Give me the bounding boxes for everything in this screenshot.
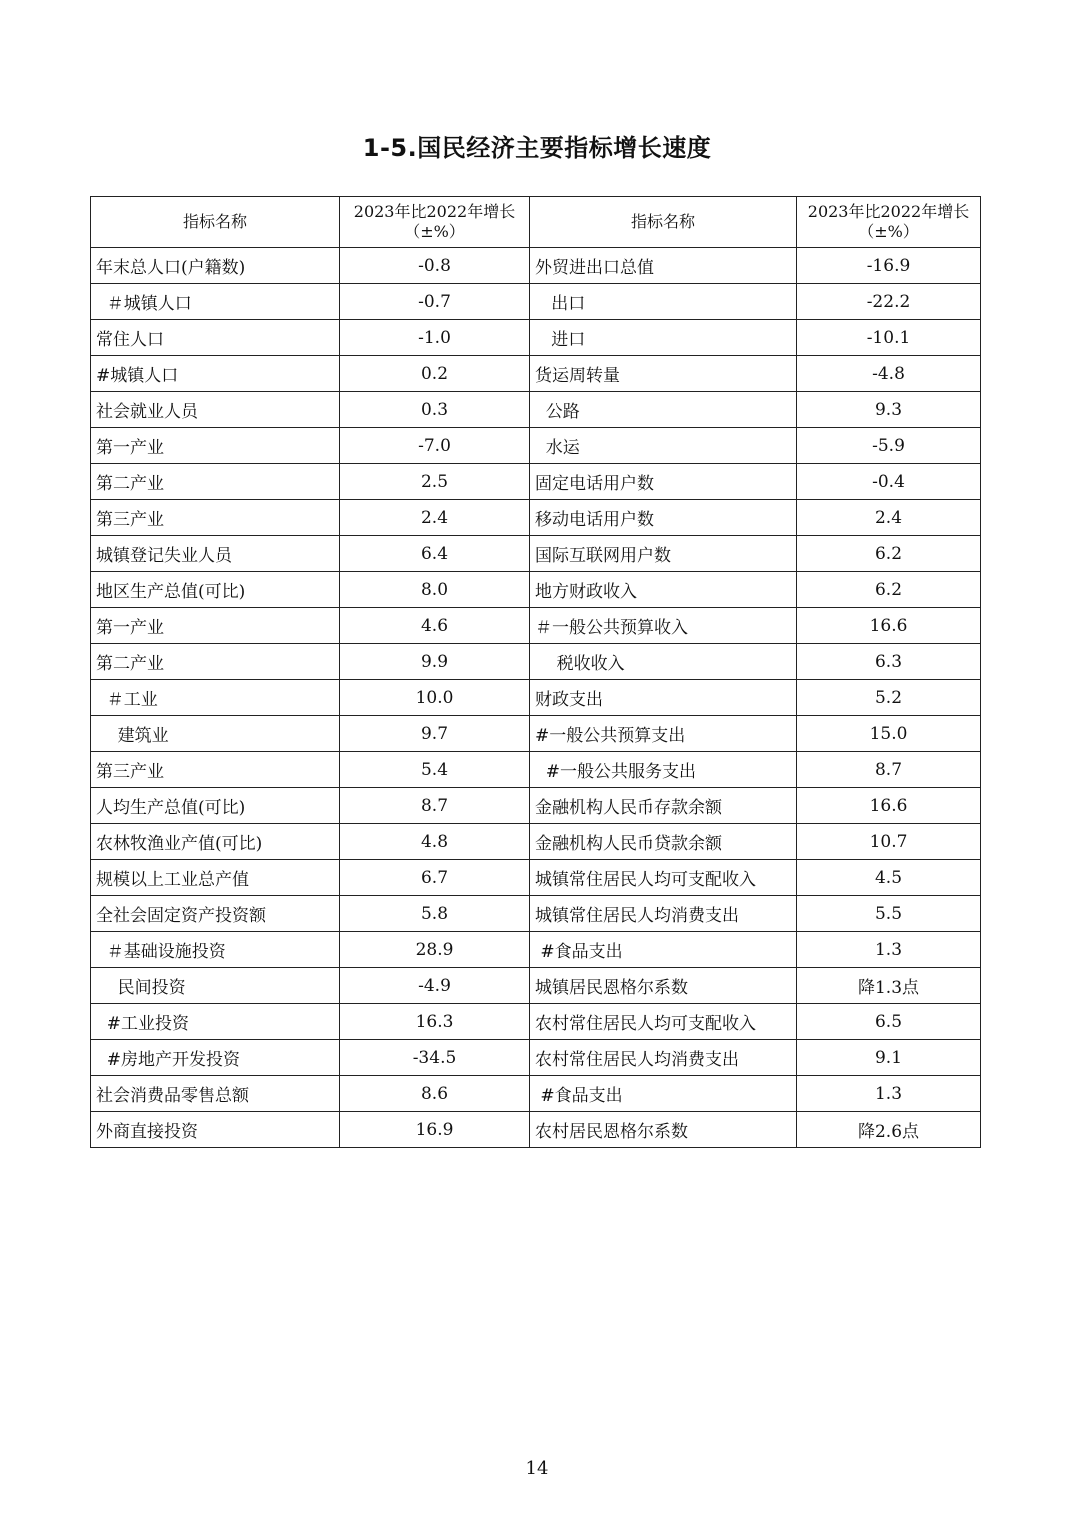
right-indicator-name: 城镇常住居民人均可支配收入 [530,860,797,896]
header-label: 指标名称 [630,212,695,231]
right-indicator-name: 公路 [530,392,797,428]
right-growth-value: 10.7 [797,824,981,860]
left-indicator-name: 社会就业人员 [91,392,340,428]
header-label: 指标名称 [182,212,247,231]
right-indicator-name: 地方财政收入 [530,572,797,608]
left-indicator-name: 农林牧渔业产值(可比) [91,824,340,860]
table-row [91,464,981,500]
header-growth-line1: 2023年比2022年增长 [353,202,516,221]
left-growth-value: 2.5 [340,464,530,500]
right-indicator-name: 城镇居民恩格尔系数 [530,968,797,1004]
left-indicator-name: 第一产业 [91,608,340,644]
right-growth-value: 15.0 [797,716,981,752]
left-indicator-name: 全社会固定资产投资额 [91,896,340,932]
table-header-row [91,197,981,248]
right-growth-value: 6.3 [797,644,981,680]
left-indicator-name: 第三产业 [91,752,340,788]
header-growth-line2: （±%） [404,222,465,241]
left-indicator-name: 民间投资 [91,968,340,1004]
right-indicator-name: 移动电话用户数 [530,500,797,536]
left-growth-value: -7.0 [340,428,530,464]
right-indicator-name: 外贸进出口总值 [530,248,797,284]
left-indicator-name: ＃城镇人口 [91,284,340,320]
left-growth-value: -4.9 [340,968,530,1004]
left-growth-value: 8.6 [340,1076,530,1112]
table-row [91,644,981,680]
left-growth-value: 9.9 [340,644,530,680]
left-growth-value: 6.7 [340,860,530,896]
right-growth-value: 降1.3点 [797,968,981,1004]
left-indicator-name: ＃工业 [91,680,340,716]
left-indicator-name: #工业投资 [91,1004,340,1040]
right-indicator-name: #食品支出 [530,932,797,968]
left-growth-value: 8.7 [340,788,530,824]
right-growth-value: 6.2 [797,536,981,572]
table-row [91,860,981,896]
left-growth-value: -0.7 [340,284,530,320]
table-row [91,968,981,1004]
table-row [91,428,981,464]
right-growth-value: -5.9 [797,428,981,464]
right-indicator-name: 国际互联网用户数 [530,536,797,572]
right-growth-value: -0.4 [797,464,981,500]
right-indicator-name: 固定电话用户数 [530,464,797,500]
left-growth-value: 4.6 [340,608,530,644]
left-growth-value: -34.5 [340,1040,530,1076]
right-growth-value: 4.5 [797,860,981,896]
header-indicator-name-left [91,197,340,248]
right-indicator-name: 农村常住居民人均消费支出 [530,1040,797,1076]
left-indicator-name: 年末总人口(户籍数) [91,248,340,284]
table-row [91,356,981,392]
table-row [91,824,981,860]
right-indicator-name: 金融机构人民币贷款余额 [530,824,797,860]
left-growth-value: 9.7 [340,716,530,752]
table-row [91,1076,981,1112]
left-growth-value: 5.8 [340,896,530,932]
right-growth-value: 5.2 [797,680,981,716]
table-row [91,752,981,788]
left-indicator-name: 第二产业 [91,644,340,680]
left-indicator-name: 第二产业 [91,464,340,500]
right-growth-value: 1.3 [797,932,981,968]
header-growth-right [797,197,981,248]
table-row [91,500,981,536]
table-row [91,680,981,716]
right-indicator-name: 出口 [530,284,797,320]
table-row [91,716,981,752]
right-growth-value: 9.3 [797,392,981,428]
left-indicator-name: 第一产业 [91,428,340,464]
right-indicator-name: 农村常住居民人均可支配收入 [530,1004,797,1040]
left-growth-value: 0.3 [340,392,530,428]
right-indicator-name: #一般公共预算支出 [530,716,797,752]
table-row [91,284,981,320]
table-row [91,536,981,572]
right-indicator-name: 税收收入 [530,644,797,680]
left-indicator-name: 常住人口 [91,320,340,356]
table-row [91,788,981,824]
right-indicator-name: ＃一般公共预算收入 [530,608,797,644]
right-growth-value: 6.2 [797,572,981,608]
right-growth-value: 5.5 [797,896,981,932]
left-indicator-name: 建筑业 [91,716,340,752]
right-indicator-name: 进口 [530,320,797,356]
right-growth-value: 降2.6点 [797,1112,981,1148]
table-row [91,1004,981,1040]
header-indicator-name-right [530,197,797,248]
left-indicator-name: 人均生产总值(可比) [91,788,340,824]
table-row [91,896,981,932]
left-indicator-name: 城镇登记失业人员 [91,536,340,572]
left-growth-value: 16.3 [340,1004,530,1040]
left-indicator-name: 规模以上工业总产值 [91,860,340,896]
right-indicator-name: 财政支出 [530,680,797,716]
table-row [91,932,981,968]
left-indicator-name: 外商直接投资 [91,1112,340,1148]
right-growth-value: -22.2 [797,284,981,320]
left-growth-value: 0.2 [340,356,530,392]
table-row [91,320,981,356]
left-indicator-name: #房地产开发投资 [91,1040,340,1076]
left-indicator-name: ＃基础设施投资 [91,932,340,968]
table-row [91,1040,981,1076]
page-title: 1-5.国民经济主要指标增长速度 [362,134,712,162]
right-growth-value: 16.6 [797,788,981,824]
right-growth-value: -16.9 [797,248,981,284]
right-indicator-name: 货运周转量 [530,356,797,392]
right-growth-value: 1.3 [797,1076,981,1112]
left-growth-value: 8.0 [340,572,530,608]
left-growth-value: 4.8 [340,824,530,860]
table-row [91,608,981,644]
header-growth-left [340,197,530,248]
left-indicator-name: #城镇人口 [91,356,340,392]
indicator-growth-table [90,196,981,1148]
left-growth-value: -1.0 [340,320,530,356]
right-growth-value: 6.5 [797,1004,981,1040]
right-indicator-name: 城镇常住居民人均消费支出 [530,896,797,932]
left-growth-value: 2.4 [340,500,530,536]
right-growth-value: -4.8 [797,356,981,392]
table-row [91,248,981,284]
left-growth-value: 5.4 [340,752,530,788]
table-row [91,572,981,608]
left-growth-value: 16.9 [340,1112,530,1148]
table-row [91,392,981,428]
right-growth-value: 16.6 [797,608,981,644]
left-growth-value: 28.9 [340,932,530,968]
header-growth-line1: 2023年比2022年增长 [807,202,970,221]
left-growth-value: 6.4 [340,536,530,572]
right-growth-value: 8.7 [797,752,981,788]
left-growth-value: -0.8 [340,248,530,284]
page-number: 14 [525,1458,549,1479]
left-indicator-name: 地区生产总值(可比) [91,572,340,608]
right-indicator-name: 金融机构人民币存款余额 [530,788,797,824]
right-indicator-name: #一般公共服务支出 [530,752,797,788]
right-indicator-name: 水运 [530,428,797,464]
table-row [91,1112,981,1148]
right-growth-value: -10.1 [797,320,981,356]
right-indicator-name: 农村居民恩格尔系数 [530,1112,797,1148]
right-growth-value: 9.1 [797,1040,981,1076]
header-growth-line2: （±%） [858,222,919,241]
right-indicator-name: #食品支出 [530,1076,797,1112]
left-indicator-name: 社会消费品零售总额 [91,1076,340,1112]
left-indicator-name: 第三产业 [91,500,340,536]
left-growth-value: 10.0 [340,680,530,716]
right-growth-value: 2.4 [797,500,981,536]
